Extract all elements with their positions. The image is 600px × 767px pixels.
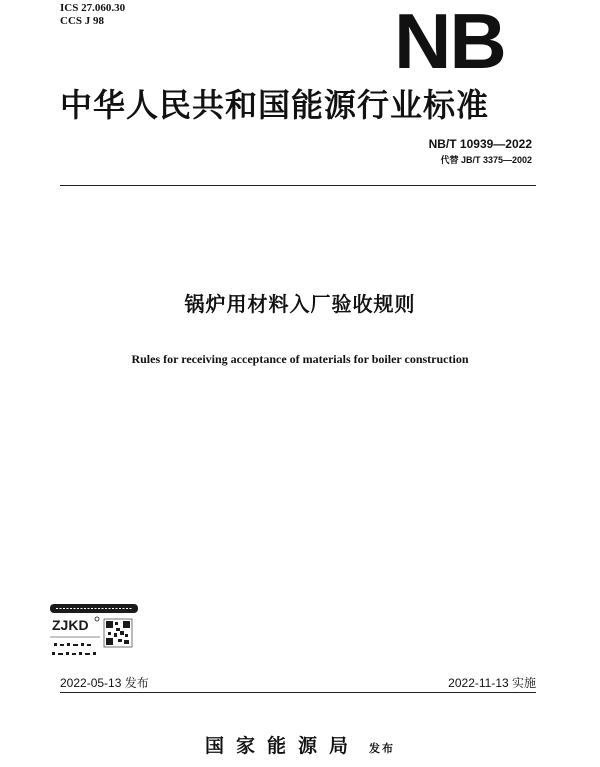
- implementation-date: 2022-11-13 实施: [448, 676, 536, 690]
- stamp-label: ZJKD: [52, 617, 89, 633]
- classification-codes: [60, 2, 125, 28]
- issue-date: 2022-05-13 发布: [60, 676, 149, 690]
- issuer-action: 发布: [369, 742, 396, 755]
- header-divider: [60, 185, 536, 186]
- footer-divider: [60, 692, 536, 693]
- library-stamp: [48, 603, 140, 661]
- industry-standard-title: 中华人民共和国能源行业标准: [60, 86, 490, 124]
- document-title-zh: 锅炉用材料入厂验收规则: [184, 292, 416, 316]
- issuer-organization: 国家能源局: [204, 735, 360, 757]
- nb-logo: NB: [394, 0, 505, 85]
- ccs-code: CCS J 98: [60, 15, 105, 27]
- stamp-graphic: [48, 603, 140, 661]
- qr-code-icon: [104, 619, 132, 647]
- document-title-en: Rules for receiving acceptance of materials for boiler construction: [131, 352, 469, 366]
- ics-code: ICS 27.060.30: [60, 2, 126, 14]
- issuer: [0, 731, 600, 758]
- replaces-standard: 代替 JB/T 3375—2002: [440, 155, 532, 165]
- standard-number: NB/T 10939—2022: [428, 137, 532, 151]
